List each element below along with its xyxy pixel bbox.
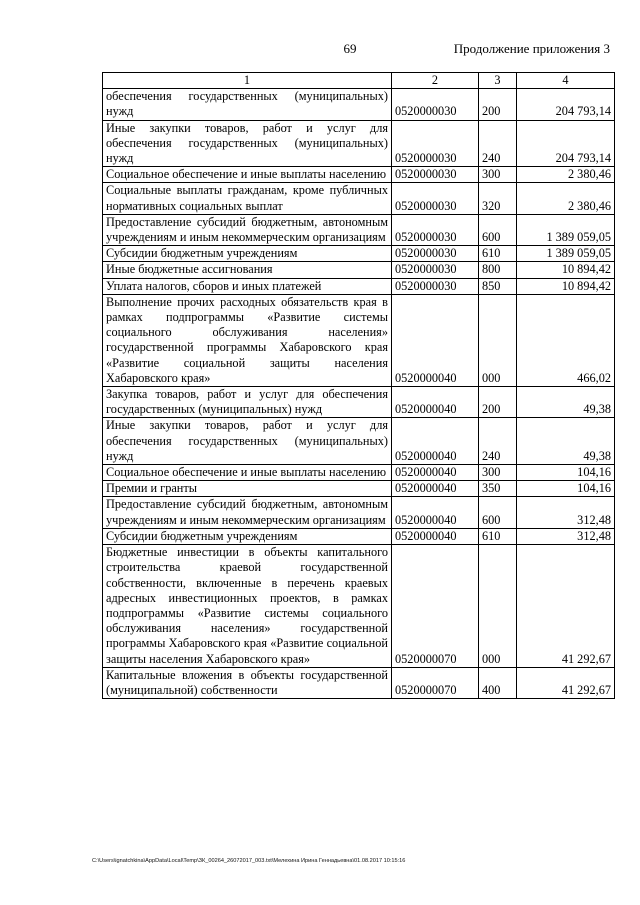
- row-sum-cell: 1 389 059,05: [517, 214, 615, 245]
- row-vr-cell: 240: [479, 120, 517, 167]
- budget-table: [102, 72, 615, 699]
- row-code-cell: 0520000070: [392, 545, 479, 668]
- row-sum-cell: 204 793,14: [517, 89, 615, 120]
- row-sum-cell: 312,48: [517, 528, 615, 544]
- continuation-caption: Продолжение приложения 3: [453, 41, 610, 56]
- row-name-cell: Выполнение прочих расходных обязательств края в рамках подпрограммы «Развитие системы социального обслуживания населения» государственной программы Хабаровского края «Развитие социальной защиты населения Хабаровского края»: [103, 294, 392, 386]
- row-sum-cell: 1 389 059,05: [517, 246, 615, 262]
- row-vr-cell: 850: [479, 278, 517, 294]
- column-header-3: 3: [479, 73, 517, 89]
- file-path-footer: C:\Users\ignatchkina\AppData\Local\Temp\ЗК_00264_26072017_003.txt\Мелехина Ирина Геннадьевна\01.08.2017 10:15:16: [92, 858, 406, 864]
- table-row: [103, 214, 615, 245]
- row-code-cell: 0520000040: [392, 294, 479, 386]
- row-code-cell: 0520000040: [392, 528, 479, 544]
- row-sum-cell: 466,02: [517, 294, 615, 386]
- row-code-cell: 0520000030: [392, 246, 479, 262]
- row-vr-cell: 350: [479, 481, 517, 497]
- table-row: [103, 497, 615, 528]
- row-code-cell: 0520000040: [392, 418, 479, 465]
- row-sum-cell: 41 292,67: [517, 667, 615, 698]
- table-row: [103, 246, 615, 262]
- row-vr-cell: 200: [479, 387, 517, 418]
- row-code-cell: 0520000030: [392, 262, 479, 278]
- row-name-cell: Иные закупки товаров, работ и услуг для обеспечения государственных (муниципальных) нужд: [103, 418, 392, 465]
- table-row: [103, 465, 615, 481]
- column-header-4: 4: [517, 73, 615, 89]
- row-name-cell: Капитальные вложения в объекты государственной (муниципальной) собственности: [103, 667, 392, 698]
- row-sum-cell: 104,16: [517, 481, 615, 497]
- table-row: [103, 528, 615, 544]
- table-row: [103, 262, 615, 278]
- row-sum-cell: 2 380,46: [517, 183, 615, 214]
- row-vr-cell: 000: [479, 545, 517, 668]
- table-row: [103, 167, 615, 183]
- table-header-row: [103, 73, 615, 89]
- table-row: [103, 183, 615, 214]
- row-vr-cell: 300: [479, 167, 517, 183]
- row-sum-cell: 10 894,42: [517, 262, 615, 278]
- row-name-cell: Социальные выплаты гражданам, кроме публичных нормативных социальных выплат: [103, 183, 392, 214]
- row-sum-cell: 49,38: [517, 387, 615, 418]
- column-header-1: 1: [103, 73, 392, 89]
- row-sum-cell: 204 793,14: [517, 120, 615, 167]
- table-row: [103, 278, 615, 294]
- row-name-cell: Закупка товаров, работ и услуг для обеспечения государственных (муниципальных) нужд: [103, 387, 392, 418]
- table-row: [103, 120, 615, 167]
- table-row: [103, 89, 615, 120]
- column-header-2: 2: [392, 73, 479, 89]
- row-name-cell: Премии и гранты: [103, 481, 392, 497]
- table-row: [103, 387, 615, 418]
- row-name-cell: Предоставление субсидий бюджетным, автономным учреждениям и иным некоммерческим организациям: [103, 497, 392, 528]
- row-vr-cell: 600: [479, 497, 517, 528]
- row-sum-cell: 2 380,46: [517, 167, 615, 183]
- row-vr-cell: 000: [479, 294, 517, 386]
- table-body: [103, 89, 615, 699]
- row-sum-cell: 312,48: [517, 497, 615, 528]
- row-name-cell: Иные закупки товаров, работ и услуг для обеспечения государственных (муниципальных) нужд: [103, 120, 392, 167]
- page-number: 69: [343, 41, 357, 56]
- row-name-cell: Социальное обеспечение и иные выплаты населению: [103, 167, 392, 183]
- row-name-cell: Иные бюджетные ассигнования: [103, 262, 392, 278]
- row-vr-cell: 240: [479, 418, 517, 465]
- row-code-cell: 0520000040: [392, 497, 479, 528]
- row-vr-cell: 610: [479, 528, 517, 544]
- row-code-cell: 0520000030: [392, 120, 479, 167]
- row-name-cell: обеспечения государственных (муниципальных) нужд: [103, 89, 392, 120]
- row-vr-cell: 300: [479, 465, 517, 481]
- row-name-cell: Субсидии бюджетным учреждениям: [103, 528, 392, 544]
- row-code-cell: 0520000030: [392, 278, 479, 294]
- table-row: [103, 294, 615, 386]
- row-code-cell: 0520000040: [392, 465, 479, 481]
- row-sum-cell: 104,16: [517, 465, 615, 481]
- row-sum-cell: 41 292,67: [517, 545, 615, 668]
- row-vr-cell: 800: [479, 262, 517, 278]
- row-code-cell: 0520000040: [392, 481, 479, 497]
- row-code-cell: 0520000030: [392, 89, 479, 120]
- row-vr-cell: 200: [479, 89, 517, 120]
- row-vr-cell: 320: [479, 183, 517, 214]
- row-name-cell: Уплата налогов, сборов и иных платежей: [103, 278, 392, 294]
- row-code-cell: 0520000030: [392, 183, 479, 214]
- row-code-cell: 0520000030: [392, 167, 479, 183]
- row-code-cell: 0520000040: [392, 387, 479, 418]
- row-code-cell: 0520000070: [392, 667, 479, 698]
- table-row: [103, 481, 615, 497]
- table-row: [103, 418, 615, 465]
- row-name-cell: Предоставление субсидий бюджетным, автономным учреждениям и иным некоммерческим организациям: [103, 214, 392, 245]
- row-vr-cell: 600: [479, 214, 517, 245]
- row-vr-cell: 400: [479, 667, 517, 698]
- row-name-cell: Бюджетные инвестиции в объекты капитального строительства краевой государственной собственности, включенные в перечень краевых адресных инвестиционных проектов, в рамках подпрограммы «Развитие системы социального обслуживания населения» государственной программы Хабаровского края «Развитие социальной защиты населения Хабаровского края»: [103, 545, 392, 668]
- row-name-cell: Социальное обеспечение и иные выплаты населению: [103, 465, 392, 481]
- table-row: [103, 667, 615, 698]
- row-code-cell: 0520000030: [392, 214, 479, 245]
- table-row: [103, 545, 615, 668]
- row-vr-cell: 610: [479, 246, 517, 262]
- row-sum-cell: 49,38: [517, 418, 615, 465]
- row-sum-cell: 10 894,42: [517, 278, 615, 294]
- row-name-cell: Субсидии бюджетным учреждениям: [103, 246, 392, 262]
